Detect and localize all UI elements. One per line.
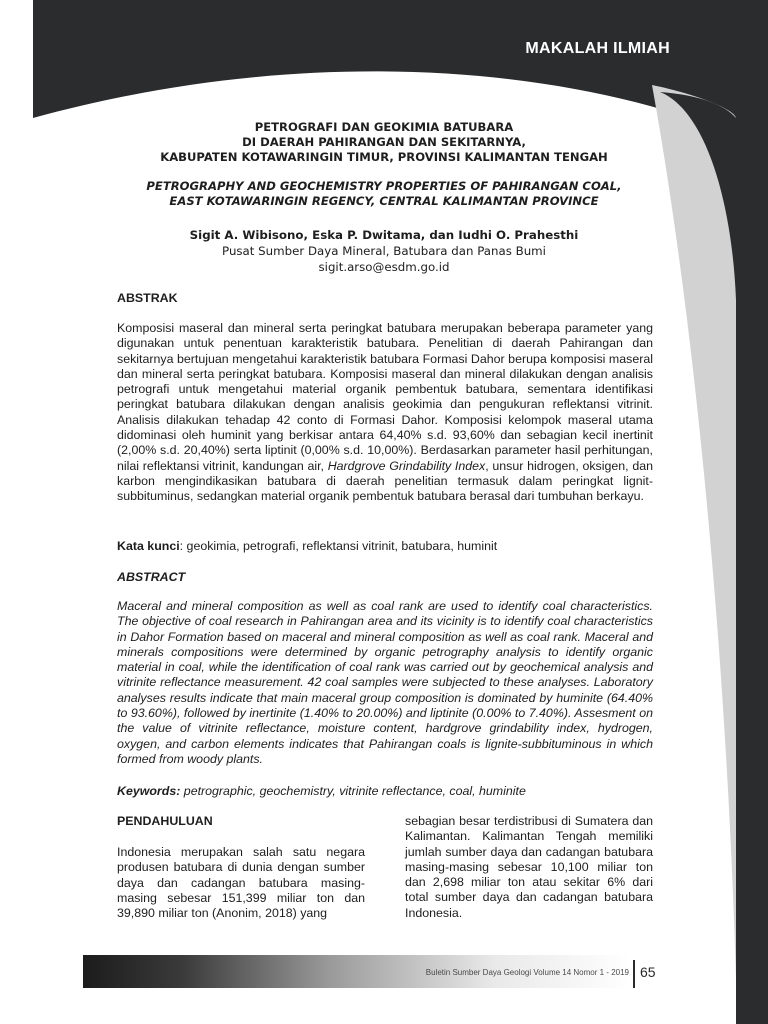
author-names: Sigit A. Wibisono, Eska P. Dwitama, dan Iudhi O. Prahesthi bbox=[189, 228, 579, 242]
abstrak-heading: ABSTRAK bbox=[117, 291, 178, 305]
title-indonesian-line-1: PETROGRAFI DAN GEOKIMIA BATUBARA bbox=[254, 120, 514, 134]
pendahuluan-right-column: sebagian besar terdistribusi di Sumatera dan Kalimantan. Kalimantan Tengah memiliki jumlah sumber daya dan cadangan batubara masing-masing sebesar 10,100 miliar ton dan 2,698 miliar ton atau sekitar 6% dari total sumber daya dan cadangan batubara Indonesia. bbox=[405, 814, 653, 920]
abstract-paragraph: Maceral and mineral composition as well as coal rank are used to identify coal characteristics. The objective of coal research in Pahirangan area and its vicinity is to identify coal characteristics in Dahor Formation based on maceral and mineral composition as well as coal rank. Maceral and minerals compositions were determined by organic petrography analysis to identify organic material in coal, while the identification of coal rank was carried out by geochemical analysis and vitrinite reflectance measurement. 42 coal samples were subjected to these analyses. Laboratory analyses results indicate that main maceral group composition is dominated by huminite (64.40% to 93.60%), followed by inertinite (1.40% to 20.00%) and liptinite (0.00% to 7.40%). Assesment on the value of vitrinite reflectance, moisture content, hardgrove grindability index, hydrogen, oxygen, and carbon elements indicates that Pahirangan coals is lignite-subbituminous in which formed from woody plants. bbox=[117, 599, 653, 766]
author-affiliation: Pusat Sumber Daya Mineral, Batubara dan Panas Bumi bbox=[222, 244, 546, 258]
kata-kunci-label: Kata kunci bbox=[117, 539, 180, 553]
author-email[interactable]: sigit.arso@esdm.go.id bbox=[318, 260, 450, 274]
keywords-text: petrographic, geochemistry, vitrinite reflectance, coal, huminite bbox=[180, 784, 526, 798]
pendahuluan-heading: PENDAHULUAN bbox=[117, 814, 213, 828]
title-indonesian-line-2: DI DAERAH PAHIRANGAN DAN SEKITARNYA, bbox=[242, 135, 526, 149]
footer-journal-info: Buletin Sumber Daya Geologi Volume 14 Nomor 1 - 2019 bbox=[425, 968, 629, 977]
kata-kunci-line bbox=[117, 539, 653, 554]
abstrak-text-2: , unsur hidrogen, oksigen, dan karbon mengindikasikan batubara di daerah penelitian termasuk dalam peringkat lignit-subbituminus, sedangkan material organik pembentuk batubara berasal dari tumbuhan berkayu. bbox=[117, 458, 653, 504]
title-block bbox=[110, 120, 658, 275]
page-number: 65 bbox=[640, 964, 656, 980]
abstrak-italic-term: Hardgrove Grindability Index bbox=[327, 458, 486, 473]
kata-kunci-text: : geokimia, petrografi, reflektansi vitrinit, batubara, huminit bbox=[179, 539, 498, 553]
abstract-heading: ABSTRACT bbox=[117, 570, 186, 584]
section-header-label: MAKALAH ILMIAH bbox=[525, 40, 670, 57]
keywords-label: Keywords: bbox=[117, 784, 181, 798]
title-english bbox=[110, 179, 658, 209]
keywords-line bbox=[117, 784, 653, 799]
abstrak-text-1: Komposisi maseral dan mineral serta peringkat batubara merupakan beberapa parameter yang digunakan untuk penentuan karakteristik batubara. Penelitian di daerah Pahirangan dan sekitarnya bertujuan mengetahui karakteristik batubara Formasi Dahor berupa komposisi maseral dan mineral serta peringkat batubara. Komposisi maseral dan mineral dilakukan dengan analisis petrografi untuk mengetahui material organik pembentuk batubara, sementara identifikasi peringkat batubara dilakukan dengan analisis geokimia dan pengukuran reflektansi vitrinit. Analisis dilakukan tehadap 42 conto di Formasi Dahor. Komposisi kelompok maseral utama didominasi oleh huminit yang berkisar antara 64,40% s.d. 93,60% dan sebagian kecil inertinit (2,00% s.d. 20,40%) serta liptinit (0,00% s.d. 10,00%). Berdasarkan parameter hasil perhitungan, nilai reflektansi vitrinit, kandungan air, bbox=[117, 321, 653, 473]
title-english-line-1: PETROGRAPHY AND GEOCHEMISTRY PROPERTIES OF PAHIRANGAN COAL, bbox=[146, 179, 622, 193]
abstrak-paragraph bbox=[117, 321, 653, 505]
title-english-line-2: EAST KOTAWARINGIN REGENCY, CENTRAL KALIMANTAN PROVINCE bbox=[169, 194, 599, 208]
author-block bbox=[110, 227, 658, 275]
pendahuluan-left-column: Indonesia merupakan salah satu negara produsen batubara di dunia dengan sumber daya dan cadangan batubara masing-masing sebesar 151,399 miliar ton dan 39,890 miliar ton (Anonim, 2018) yang bbox=[117, 845, 365, 921]
title-indonesian bbox=[110, 120, 658, 165]
footer-divider bbox=[633, 960, 635, 988]
title-indonesian-line-3: KABUPATEN KOTAWARINGIN TIMUR, PROVINSI KALIMANTAN TENGAH bbox=[160, 150, 608, 164]
